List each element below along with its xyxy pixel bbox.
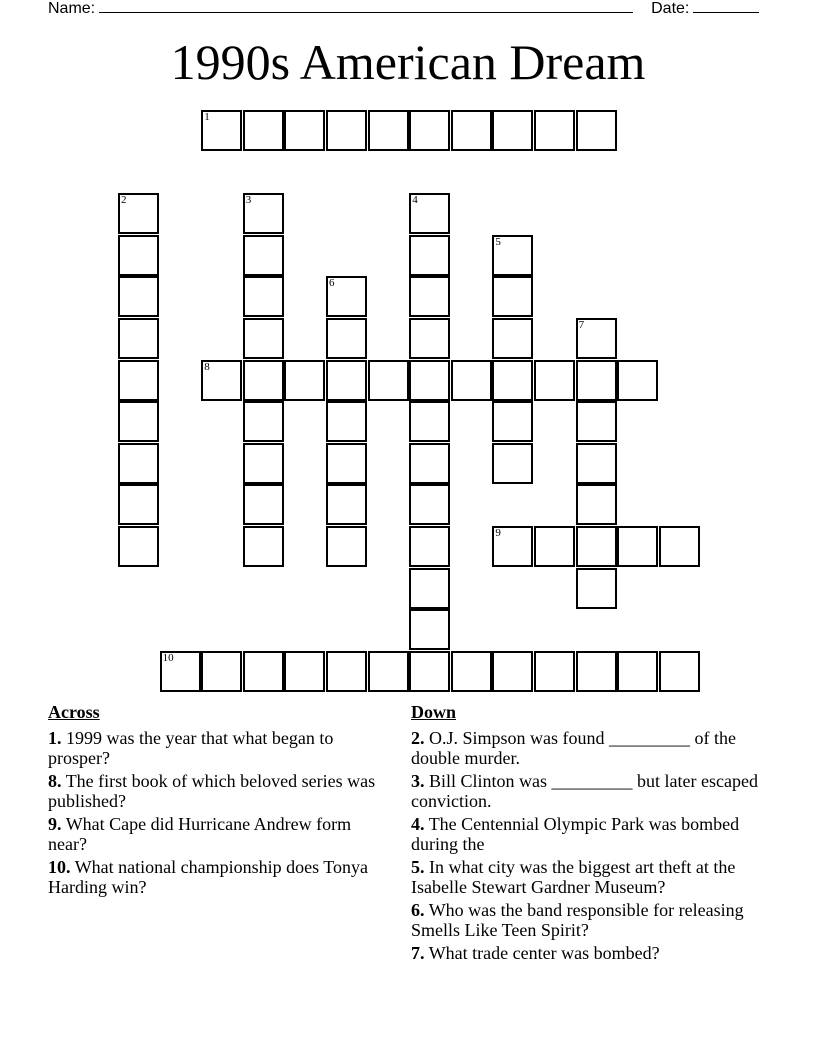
crossword-cell[interactable] xyxy=(243,484,284,525)
down-heading: Down xyxy=(411,702,457,722)
crossword-cell[interactable] xyxy=(243,526,284,567)
crossword-cell[interactable] xyxy=(368,651,409,692)
clue-number: 8. xyxy=(48,771,62,791)
crossword-cell[interactable] xyxy=(492,276,533,317)
clue-down-4 xyxy=(411,814,771,854)
crossword-cell[interactable] xyxy=(492,443,533,484)
crossword-cell[interactable] xyxy=(243,110,284,151)
crossword-cell[interactable] xyxy=(534,526,575,567)
clue-text: The Centennial Olympic Park was bombed during the xyxy=(411,814,740,854)
crossword-cell[interactable] xyxy=(576,651,617,692)
crossword-cell[interactable] xyxy=(201,651,242,692)
crossword-cell[interactable] xyxy=(409,193,450,234)
crossword-cell[interactable] xyxy=(492,235,533,276)
clue-across-1 xyxy=(48,728,388,768)
clue-text: O.J. Simpson was found _________ of the double murder. xyxy=(411,728,736,768)
crossword-cell[interactable] xyxy=(617,651,658,692)
crossword-cell[interactable] xyxy=(409,526,450,567)
date-label: Date: xyxy=(651,0,690,17)
crossword-cell[interactable] xyxy=(118,360,159,401)
crossword-cell[interactable] xyxy=(576,360,617,401)
crossword-cell[interactable] xyxy=(326,360,367,401)
page-title: 1990s American Dream xyxy=(170,34,646,90)
crossword-cell[interactable] xyxy=(659,526,700,567)
across-clues xyxy=(48,702,388,900)
crossword-cell[interactable] xyxy=(492,318,533,359)
crossword-cell[interactable] xyxy=(118,484,159,525)
cell-number: 7 xyxy=(578,319,585,331)
crossword-cell[interactable] xyxy=(326,401,367,442)
crossword-cell[interactable] xyxy=(326,443,367,484)
clue-text: What trade center was bombed? xyxy=(428,943,660,963)
crossword-cell[interactable] xyxy=(534,110,575,151)
crossword-cell[interactable] xyxy=(659,651,700,692)
crossword-cell[interactable] xyxy=(492,360,533,401)
crossword-cell[interactable] xyxy=(326,651,367,692)
crossword-cell[interactable] xyxy=(326,526,367,567)
crossword-cell[interactable] xyxy=(409,568,450,609)
clue-number: 9. xyxy=(48,814,62,834)
clue-number: 6. xyxy=(411,900,425,920)
cell-number: 2 xyxy=(121,194,127,207)
cell-number: 6 xyxy=(329,277,335,290)
clue-number: 3. xyxy=(411,771,425,791)
crossword-cell[interactable] xyxy=(576,526,617,567)
clue-down-7 xyxy=(411,943,771,963)
clue-text: The first book of which beloved series was published? xyxy=(48,771,376,811)
cell-number: 9 xyxy=(495,527,501,539)
crossword-cell[interactable] xyxy=(118,235,159,276)
clue-across-10 xyxy=(48,857,388,897)
crossword-cell[interactable] xyxy=(326,110,367,151)
crossword-cell[interactable] xyxy=(451,651,492,692)
crossword-cell[interactable] xyxy=(243,443,284,484)
clue-number: 5. xyxy=(411,857,425,877)
crossword-cell[interactable] xyxy=(409,609,450,650)
crossword-cell[interactable] xyxy=(118,318,159,359)
crossword-cell[interactable] xyxy=(617,360,658,401)
crossword-cell[interactable] xyxy=(451,360,492,401)
crossword-cell[interactable] xyxy=(368,110,409,151)
clue-down-6 xyxy=(411,900,771,940)
crossword-cell[interactable] xyxy=(492,110,533,151)
crossword-cell[interactable] xyxy=(160,651,201,692)
crossword-cell[interactable] xyxy=(243,401,284,442)
crossword-cell[interactable] xyxy=(326,276,367,317)
clue-across-9 xyxy=(48,814,388,854)
clue-number: 2. xyxy=(411,728,425,748)
crossword-cell[interactable] xyxy=(118,401,159,442)
crossword-cell[interactable] xyxy=(576,484,617,525)
crossword-cell[interactable] xyxy=(576,401,617,442)
clue-down-2 xyxy=(411,728,771,768)
crossword-cell[interactable] xyxy=(243,276,284,317)
crossword-cell[interactable] xyxy=(284,110,325,151)
name-label: Name: xyxy=(48,0,96,17)
clue-text: Who was the band responsible for releasing Smells Like Teen Spirit? xyxy=(411,900,744,940)
crossword-cell[interactable] xyxy=(409,276,450,317)
crossword-cell[interactable] xyxy=(576,110,617,151)
crossword-cell[interactable] xyxy=(284,360,325,401)
crossword-cell[interactable] xyxy=(492,401,533,442)
crossword-cell[interactable] xyxy=(368,360,409,401)
cell-number: 4 xyxy=(412,194,418,207)
crossword-cell[interactable] xyxy=(534,360,575,401)
crossword-cell[interactable] xyxy=(284,651,325,692)
clue-down-5 xyxy=(411,857,771,897)
crossword-cell[interactable] xyxy=(576,318,617,359)
clue-text: 1999 was the year that what began to prosper? xyxy=(48,728,334,768)
crossword-cell[interactable] xyxy=(118,193,159,234)
crossword-cell[interactable] xyxy=(243,360,284,401)
crossword-cell[interactable] xyxy=(243,235,284,276)
clue-text: Bill Clinton was _________ but later escaped conviction. xyxy=(411,771,758,811)
down-clues xyxy=(411,702,771,966)
cell-number: 3 xyxy=(245,194,252,207)
crossword-cell[interactable] xyxy=(326,484,367,525)
crossword-cell[interactable] xyxy=(576,568,617,609)
clue-down-3 xyxy=(411,771,771,811)
crossword-cell[interactable] xyxy=(243,318,284,359)
crossword-cell[interactable] xyxy=(243,651,284,692)
clue-text: In what city was the biggest art theft at the Isabelle Stewart Gardner Museum? xyxy=(411,857,736,897)
crossword-cell[interactable] xyxy=(409,235,450,276)
across-heading: Across xyxy=(48,702,100,722)
crossword-cell[interactable] xyxy=(534,651,575,692)
cell-number: 8 xyxy=(204,360,210,373)
crossword-cell[interactable] xyxy=(409,110,450,151)
clue-number: 1. xyxy=(48,728,62,748)
cell-number: 10 xyxy=(162,651,174,664)
crossword-cell[interactable] xyxy=(201,360,242,401)
crossword-cell[interactable] xyxy=(201,110,242,151)
crossword-cell[interactable] xyxy=(118,443,159,484)
crossword-cell[interactable] xyxy=(409,318,450,359)
crossword-cell[interactable] xyxy=(409,360,450,401)
crossword-cell[interactable] xyxy=(576,443,617,484)
crossword-cell[interactable] xyxy=(243,193,284,234)
crossword-cell[interactable] xyxy=(409,651,450,692)
crossword-cell[interactable] xyxy=(409,401,450,442)
clue-across-8 xyxy=(48,771,388,811)
cell-number: 5 xyxy=(495,235,501,248)
clue-text: What national championship does Tonya Harding win? xyxy=(48,857,369,897)
crossword-cell[interactable] xyxy=(451,110,492,151)
clue-text: What Cape did Hurricane Andrew form near? xyxy=(48,814,352,854)
clue-number: 4. xyxy=(411,814,425,834)
crossword-cell[interactable] xyxy=(492,526,533,567)
clue-number: 10. xyxy=(48,857,71,877)
crossword-cell[interactable] xyxy=(118,276,159,317)
crossword-cell[interactable] xyxy=(326,318,367,359)
crossword-cell[interactable] xyxy=(409,484,450,525)
crossword-cell[interactable] xyxy=(492,651,533,692)
cell-number: 1 xyxy=(204,111,210,123)
crossword-cell[interactable] xyxy=(617,526,658,567)
crossword-cell[interactable] xyxy=(118,526,159,567)
crossword-cell[interactable] xyxy=(409,443,450,484)
clue-number: 7. xyxy=(411,943,425,963)
